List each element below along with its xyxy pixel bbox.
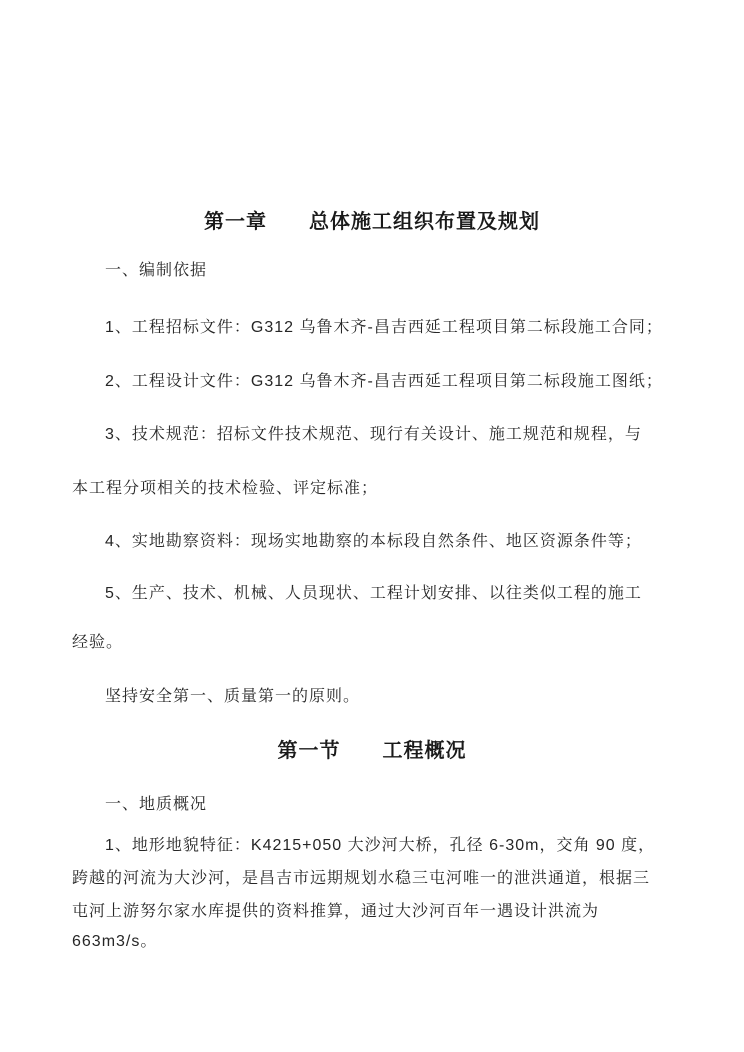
paragraph-terrain-line-2: 跨越的河流为大沙河，是昌吉市远期规划水稳三屯河唯一的泄洪通道，根据三	[72, 870, 651, 887]
list-item-5-experience: 5、生产、技术、机械、人员现状、工程计划安排、以往类似工程的施工	[105, 585, 642, 602]
paragraph-terrain-line-3: 屯河上游努尔家水库提供的资料推算，通过大沙河百年一遇设计洪流为	[72, 903, 600, 920]
heading-compilation-basis: 一、编制依据	[105, 262, 208, 279]
chapter-heading: 第一章 总体施工组织布置及规划	[204, 211, 540, 233]
list-item-1-bidding-documents: 1、工程招标文件：G312 乌鲁木齐-昌吉西延工程项目第二标段施工合同；	[105, 319, 663, 336]
paragraph-terrain-line-4: 663m3/s。	[72, 933, 158, 950]
list-item-3-continued: 本工程分项相关的技术检验、评定标准；	[72, 480, 379, 497]
list-item-5-continued: 经验。	[72, 634, 124, 651]
heading-geology-overview: 一、地质概况	[105, 796, 208, 813]
paragraph-terrain-line-1: 1、地形地貌特征：K4215+050 大沙河大桥，孔径 6-30m，交角 90 度，	[105, 837, 656, 854]
list-item-2-design-documents: 2、工程设计文件：G312 乌鲁木齐-昌吉西延工程项目第二标段施工图纸；	[105, 373, 663, 390]
list-item-4-site-survey: 4、实地勘察资料：现场实地勘察的本标段自然条件、地区资源条件等；	[105, 533, 642, 550]
section-heading: 第一节 工程概况	[277, 740, 467, 762]
paragraph-safety-principle: 坚持安全第一、质量第一的原则。	[105, 688, 361, 705]
list-item-3-technical-specs: 3、技术规范：招标文件技术规范、现行有关设计、施工规范和规程，与	[105, 426, 642, 443]
